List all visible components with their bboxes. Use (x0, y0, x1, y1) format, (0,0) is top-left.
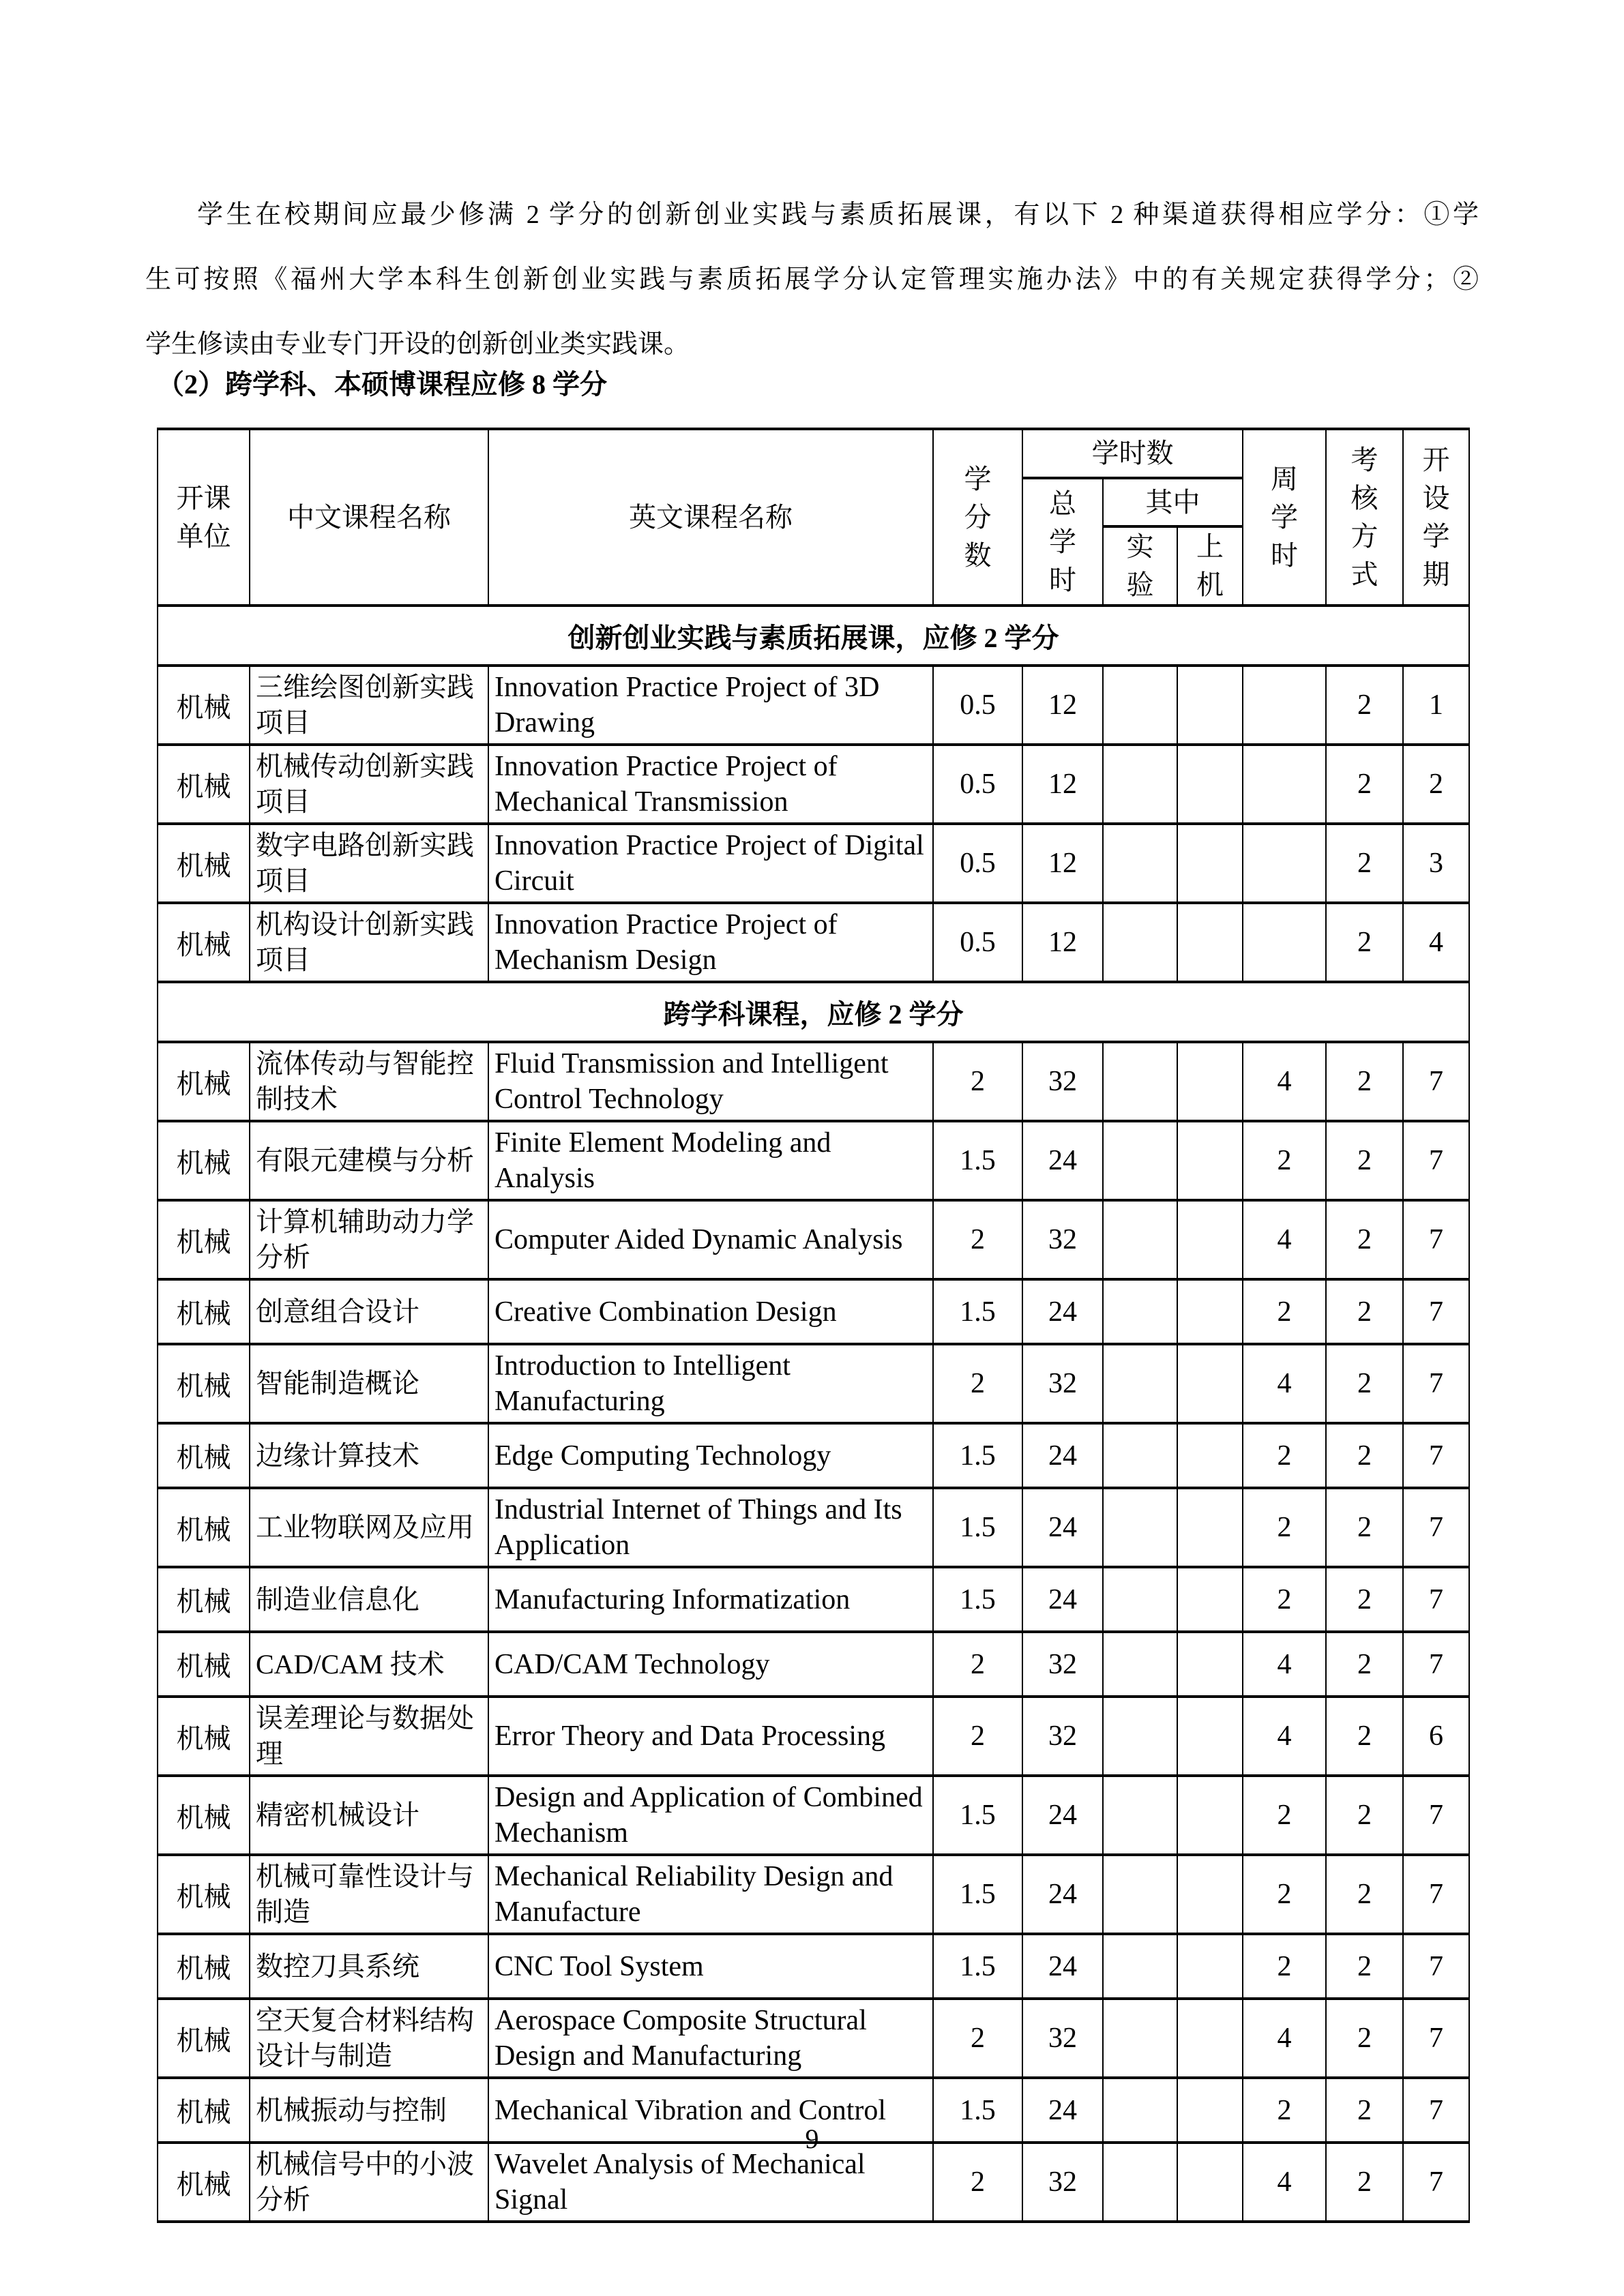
en-name-cell: Innovation Practice Project of Mechanism Design (488, 903, 933, 982)
cn-name-cell: 边缘计算技术 (250, 1423, 488, 1488)
col-header-credits (933, 429, 1022, 606)
unit-cell: 机械 (158, 745, 250, 824)
col-header-total-hours-label: 总学时 (1049, 488, 1076, 595)
experiment-hours-cell (1103, 1200, 1177, 1279)
cn-name-cell: 误差理论与数据处理 (250, 1697, 488, 1776)
total-hours-cell: 32 (1022, 2143, 1103, 2222)
col-header-weekly-hours (1243, 429, 1326, 606)
computer-hours-cell (1177, 1200, 1243, 1279)
credits-cell: 2 (933, 1697, 1022, 1776)
course-row (158, 1200, 1469, 1279)
computer-hours-cell (1177, 1344, 1243, 1423)
course-row (158, 1121, 1469, 1200)
course-row (158, 1279, 1469, 1344)
credits-cell: 2 (933, 1999, 1022, 2078)
computer-hours-cell (1177, 1567, 1243, 1632)
semester-cell: 2 (1403, 745, 1469, 824)
credits-cell: 1.5 (933, 1279, 1022, 1344)
course-row (158, 1042, 1469, 1121)
cn-name-cell: 计算机辅助动力学分析 (250, 1200, 488, 1279)
experiment-hours-cell (1103, 1776, 1177, 1855)
col-header-experiment (1103, 526, 1177, 606)
table-header (158, 429, 1469, 606)
total-hours-cell: 12 (1022, 824, 1103, 903)
credits-cell: 1.5 (933, 1121, 1022, 1200)
course-row (158, 745, 1469, 824)
cn-name-cell: 制造业信息化 (250, 1567, 488, 1632)
credits-cell: 1.5 (933, 1934, 1022, 1999)
paragraph-line: 生可按照《福州大学本科生创新创业实践与素质拓展学分认定管理实施办法》中的有关规定获得学分；② (145, 265, 1479, 294)
experiment-hours-cell (1103, 1423, 1177, 1488)
credits-cell: 1.5 (933, 1423, 1022, 1488)
assessment-cell: 2 (1326, 1934, 1403, 1999)
unit-cell: 机械 (158, 1934, 250, 1999)
course-row (158, 1632, 1469, 1697)
col-header-unit-label: 开课单位 (176, 482, 231, 552)
experiment-hours-cell (1103, 1279, 1177, 1344)
en-name-cell: Design and Application of Combined Mechanism (488, 1776, 933, 1855)
semester-cell: 6 (1403, 1697, 1469, 1776)
computer-hours-cell (1177, 666, 1243, 745)
weekly-hours-cell: 2 (1243, 1776, 1326, 1855)
en-name-cell: CNC Tool System (488, 1934, 933, 1999)
section-heading: （2）跨学科、本硕博课程应修 8 学分 (157, 369, 607, 400)
credits-cell: 0.5 (933, 824, 1022, 903)
total-hours-cell: 32 (1022, 1200, 1103, 1279)
credits-cell: 2 (933, 2143, 1022, 2222)
en-name-cell: Mechanical Vibration and Control (488, 2078, 933, 2143)
experiment-hours-cell (1103, 1042, 1177, 1121)
cn-name-cell: 智能制造概论 (250, 1344, 488, 1423)
semester-cell: 7 (1403, 1042, 1469, 1121)
cn-name-cell: 数字电路创新实践项目 (250, 824, 488, 903)
computer-hours-cell (1177, 1279, 1243, 1344)
semester-cell: 7 (1403, 1488, 1469, 1567)
en-name-cell: Fluid Transmission and Intelligent Control Technology (488, 1042, 933, 1121)
unit-cell: 机械 (158, 2143, 250, 2222)
col-header-semester-label: 开设学期 (1422, 444, 1450, 590)
assessment-cell: 2 (1326, 2143, 1403, 2222)
assessment-cell: 2 (1326, 1776, 1403, 1855)
course-row (158, 1934, 1469, 1999)
experiment-hours-cell (1103, 1999, 1177, 2078)
cn-name-cell: 机械可靠性设计与制造 (250, 1855, 488, 1934)
total-hours-cell: 24 (1022, 1488, 1103, 1567)
semester-cell: 7 (1403, 1567, 1469, 1632)
en-name-cell: Edge Computing Technology (488, 1423, 933, 1488)
experiment-hours-cell (1103, 666, 1177, 745)
cn-name-cell: 空天复合材料结构设计与制造 (250, 1999, 488, 2078)
credits-cell: 0.5 (933, 745, 1022, 824)
total-hours-cell: 24 (1022, 1423, 1103, 1488)
computer-hours-cell (1177, 1999, 1243, 2078)
cn-name-cell: 创意组合设计 (250, 1279, 488, 1344)
experiment-hours-cell (1103, 903, 1177, 982)
unit-cell: 机械 (158, 1697, 250, 1776)
semester-cell: 1 (1403, 666, 1469, 745)
assessment-cell: 2 (1326, 2078, 1403, 2143)
total-hours-cell: 12 (1022, 666, 1103, 745)
total-hours-cell: 32 (1022, 1632, 1103, 1697)
assessment-cell: 2 (1326, 1344, 1403, 1423)
credits-cell: 2 (933, 1344, 1022, 1423)
en-name-cell: Innovation Practice Project of Digital Circuit (488, 824, 933, 903)
total-hours-cell: 32 (1022, 1344, 1103, 1423)
cn-name-cell: 精密机械设计 (250, 1776, 488, 1855)
credits-cell: 1.5 (933, 1855, 1022, 1934)
course-row (158, 1776, 1469, 1855)
semester-cell: 4 (1403, 903, 1469, 982)
en-name-cell: CAD/CAM Technology (488, 1632, 933, 1697)
course-row (158, 1697, 1469, 1776)
computer-hours-cell (1177, 1042, 1243, 1121)
col-header-credits-label: 学分数 (964, 463, 992, 571)
en-name-cell: Error Theory and Data Processing (488, 1697, 933, 1776)
col-header-computer (1177, 526, 1243, 606)
weekly-hours-cell: 4 (1243, 1344, 1326, 1423)
weekly-hours-cell: 4 (1243, 1042, 1326, 1121)
unit-cell: 机械 (158, 1344, 250, 1423)
weekly-hours-cell (1243, 745, 1326, 824)
assessment-cell: 2 (1326, 1121, 1403, 1200)
col-header-computer-label: 上机 (1196, 531, 1224, 600)
total-hours-cell: 24 (1022, 1567, 1103, 1632)
assessment-cell: 2 (1326, 666, 1403, 745)
weekly-hours-cell: 2 (1243, 1488, 1326, 1567)
course-table (157, 428, 1470, 2223)
section-title: 创新创业实践与素质拓展课，应修 2 学分 (158, 606, 1469, 666)
en-name-cell: Industrial Internet of Things and Its Application (488, 1488, 933, 1567)
weekly-hours-cell (1243, 666, 1326, 745)
total-hours-cell: 24 (1022, 1279, 1103, 1344)
semester-cell: 3 (1403, 824, 1469, 903)
credits-cell: 0.5 (933, 903, 1022, 982)
col-header-total-hours (1022, 478, 1103, 606)
total-hours-cell: 32 (1022, 1697, 1103, 1776)
computer-hours-cell (1177, 745, 1243, 824)
assessment-cell: 2 (1326, 1567, 1403, 1632)
semester-cell: 7 (1403, 1279, 1469, 1344)
col-header-hours-group: 学时数 (1022, 429, 1243, 478)
cn-name-cell: 机械信号中的小波分析 (250, 2143, 488, 2222)
cn-name-cell: CAD/CAM 技术 (250, 1632, 488, 1697)
weekly-hours-cell: 2 (1243, 1279, 1326, 1344)
col-header-en-name: 英文课程名称 (488, 429, 933, 606)
total-hours-cell: 24 (1022, 1855, 1103, 1934)
unit-cell: 机械 (158, 1200, 250, 1279)
computer-hours-cell (1177, 1121, 1243, 1200)
semester-cell: 7 (1403, 1423, 1469, 1488)
cn-name-cell: 工业物联网及应用 (250, 1488, 488, 1567)
unit-cell: 机械 (158, 1279, 250, 1344)
section-row (158, 982, 1469, 1042)
credits-cell: 2 (933, 1632, 1022, 1697)
en-name-cell: Aerospace Composite Structural Design and Manufacturing (488, 1999, 933, 2078)
total-hours-cell: 24 (1022, 2078, 1103, 2143)
semester-cell: 7 (1403, 1200, 1469, 1279)
credits-cell: 1.5 (933, 1488, 1022, 1567)
computer-hours-cell (1177, 1423, 1243, 1488)
total-hours-cell: 32 (1022, 1042, 1103, 1121)
semester-cell: 7 (1403, 1999, 1469, 2078)
en-name-cell: Creative Combination Design (488, 1279, 933, 1344)
assessment-cell: 2 (1326, 903, 1403, 982)
computer-hours-cell (1177, 1776, 1243, 1855)
en-name-cell: Innovation Practice Project of Mechanical Transmission (488, 745, 933, 824)
unit-cell: 机械 (158, 1488, 250, 1567)
col-header-assessment (1326, 429, 1403, 606)
assessment-cell: 2 (1326, 745, 1403, 824)
cn-name-cell: 数控刀具系统 (250, 1934, 488, 1999)
total-hours-cell: 24 (1022, 1776, 1103, 1855)
en-name-cell: Wavelet Analysis of Mechanical Signal (488, 2143, 933, 2222)
weekly-hours-cell: 4 (1243, 2143, 1326, 2222)
course-row (158, 666, 1469, 745)
computer-hours-cell (1177, 1488, 1243, 1567)
experiment-hours-cell (1103, 1934, 1177, 1999)
en-name-cell: Manufacturing Informatization (488, 1567, 933, 1632)
weekly-hours-cell: 2 (1243, 1423, 1326, 1488)
cn-name-cell: 机构设计创新实践项目 (250, 903, 488, 982)
computer-hours-cell (1177, 824, 1243, 903)
semester-cell: 7 (1403, 1121, 1469, 1200)
experiment-hours-cell (1103, 1855, 1177, 1934)
semester-cell: 7 (1403, 1855, 1469, 1934)
en-name-cell: Mechanical Reliability Design and Manufacture (488, 1855, 933, 1934)
unit-cell: 机械 (158, 2078, 250, 2143)
cn-name-cell: 流体传动与智能控制技术 (250, 1042, 488, 1121)
en-name-cell: Finite Element Modeling and Analysis (488, 1121, 933, 1200)
credits-cell: 1.5 (933, 1776, 1022, 1855)
course-row (158, 1999, 1469, 2078)
credits-cell: 2 (933, 1042, 1022, 1121)
experiment-hours-cell (1103, 745, 1177, 824)
table-body (158, 606, 1469, 2222)
paragraph-line: 学生在校期间应最少修满 2 学分的创新创业实践与素质拓展课，有以下 2 种渠道获得相应学分：①学 (197, 200, 1479, 229)
weekly-hours-cell (1243, 903, 1326, 982)
course-row (158, 1855, 1469, 1934)
unit-cell: 机械 (158, 903, 250, 982)
weekly-hours-cell (1243, 824, 1326, 903)
course-row (158, 1488, 1469, 1567)
total-hours-cell: 12 (1022, 903, 1103, 982)
en-name-cell: Computer Aided Dynamic Analysis (488, 1200, 933, 1279)
credits-cell: 2 (933, 1200, 1022, 1279)
unit-cell: 机械 (158, 1121, 250, 1200)
intro-paragraph (145, 183, 1479, 377)
experiment-hours-cell (1103, 1567, 1177, 1632)
unit-cell: 机械 (158, 1855, 250, 1934)
paragraph-line: 学生修读由专业专门开设的创新创业类实践课。 (145, 330, 690, 359)
total-hours-cell: 24 (1022, 1121, 1103, 1200)
en-name-cell: Innovation Practice Project of 3D Drawing (488, 666, 933, 745)
section-title: 跨学科课程，应修 2 学分 (158, 982, 1469, 1042)
weekly-hours-cell: 4 (1243, 1999, 1326, 2078)
col-header-unit (158, 429, 250, 606)
assessment-cell: 2 (1326, 1999, 1403, 2078)
experiment-hours-cell (1103, 1488, 1177, 1567)
assessment-cell: 2 (1326, 1697, 1403, 1776)
col-header-cn-name: 中文课程名称 (250, 429, 488, 606)
cn-name-cell: 有限元建模与分析 (250, 1121, 488, 1200)
assessment-cell: 2 (1326, 824, 1403, 903)
computer-hours-cell (1177, 1632, 1243, 1697)
semester-cell: 7 (1403, 2143, 1469, 2222)
computer-hours-cell (1177, 1934, 1243, 1999)
total-hours-cell: 24 (1022, 1934, 1103, 1999)
computer-hours-cell (1177, 1697, 1243, 1776)
col-header-experiment-label: 实验 (1126, 531, 1154, 600)
section-row (158, 606, 1469, 666)
weekly-hours-cell: 2 (1243, 2078, 1326, 2143)
assessment-cell: 2 (1326, 1279, 1403, 1344)
unit-cell: 机械 (158, 1999, 250, 2078)
credits-cell: 0.5 (933, 666, 1022, 745)
experiment-hours-cell (1103, 1344, 1177, 1423)
experiment-hours-cell (1103, 824, 1177, 903)
unit-cell: 机械 (158, 1042, 250, 1121)
assessment-cell: 2 (1326, 1632, 1403, 1697)
total-hours-cell: 32 (1022, 1999, 1103, 2078)
en-name-cell: Introduction to Intelligent Manufacturing (488, 1344, 933, 1423)
computer-hours-cell (1177, 903, 1243, 982)
semester-cell: 7 (1403, 1934, 1469, 1999)
experiment-hours-cell (1103, 1632, 1177, 1697)
weekly-hours-cell: 2 (1243, 1567, 1326, 1632)
course-row (158, 903, 1469, 982)
col-header-among: 其中 (1103, 478, 1243, 526)
credits-cell: 1.5 (933, 2078, 1022, 2143)
col-header-weekly-label: 周学时 (1271, 463, 1299, 571)
unit-cell: 机械 (158, 824, 250, 903)
experiment-hours-cell (1103, 1697, 1177, 1776)
unit-cell: 机械 (158, 666, 250, 745)
weekly-hours-cell: 4 (1243, 1697, 1326, 1776)
experiment-hours-cell (1103, 1121, 1177, 1200)
cn-name-cell: 机械传动创新实践项目 (250, 745, 488, 824)
assessment-cell: 2 (1326, 1423, 1403, 1488)
course-row (158, 1567, 1469, 1632)
total-hours-cell: 12 (1022, 745, 1103, 824)
credits-cell: 1.5 (933, 1567, 1022, 1632)
weekly-hours-cell: 4 (1243, 1632, 1326, 1697)
assessment-cell: 2 (1326, 1855, 1403, 1934)
assessment-cell: 2 (1326, 1488, 1403, 1567)
computer-hours-cell (1177, 1855, 1243, 1934)
cn-name-cell: 机械振动与控制 (250, 2078, 488, 2143)
unit-cell: 机械 (158, 1632, 250, 1697)
unit-cell: 机械 (158, 1567, 250, 1632)
semester-cell: 7 (1403, 1344, 1469, 1423)
assessment-cell: 2 (1326, 1200, 1403, 1279)
semester-cell: 7 (1403, 1776, 1469, 1855)
course-row (158, 1423, 1469, 1488)
weekly-hours-cell: 2 (1243, 1934, 1326, 1999)
col-header-semester (1403, 429, 1469, 606)
cn-name-cell: 三维绘图创新实践项目 (250, 666, 488, 745)
semester-cell: 7 (1403, 2078, 1469, 2143)
weekly-hours-cell: 2 (1243, 1121, 1326, 1200)
course-row (158, 824, 1469, 903)
assessment-cell: 2 (1326, 1042, 1403, 1121)
page-number: 9 (805, 2123, 819, 2154)
course-row (158, 1344, 1469, 1423)
semester-cell: 7 (1403, 1632, 1469, 1697)
col-header-assessment-label: 考核方式 (1350, 444, 1378, 590)
unit-cell: 机械 (158, 1776, 250, 1855)
weekly-hours-cell: 2 (1243, 1855, 1326, 1934)
weekly-hours-cell: 4 (1243, 1200, 1326, 1279)
unit-cell: 机械 (158, 1423, 250, 1488)
